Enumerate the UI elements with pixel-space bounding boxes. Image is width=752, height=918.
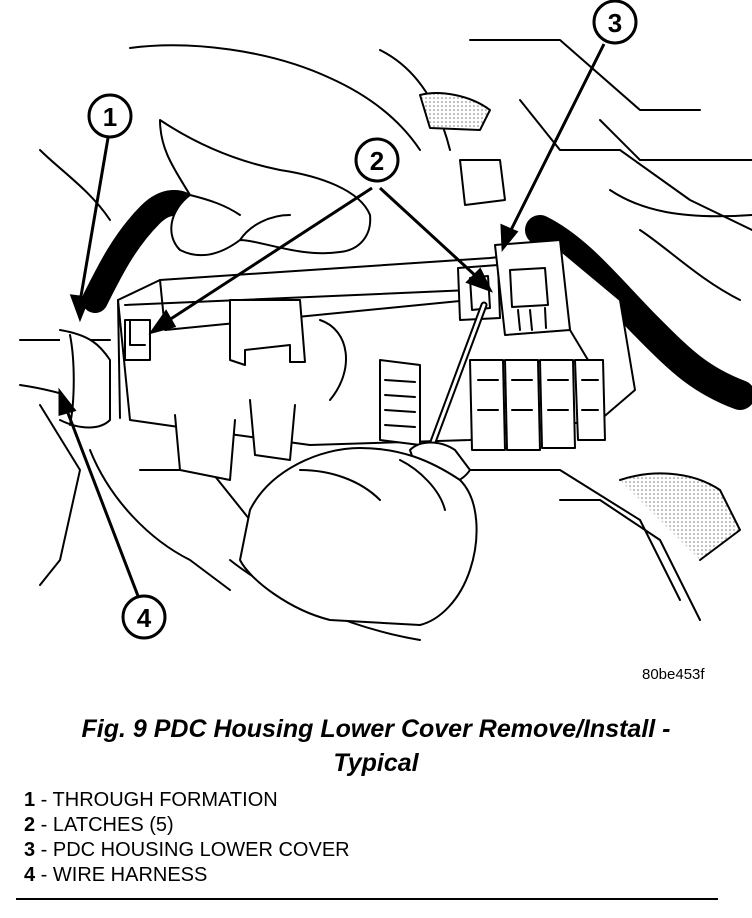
lower-hand xyxy=(240,448,477,625)
legend-item-number: 3 xyxy=(24,839,36,861)
bottom-rule xyxy=(16,898,718,900)
figure-caption xyxy=(0,712,752,780)
callout-2-number: 2 xyxy=(369,146,385,176)
legend-item xyxy=(24,788,350,813)
legend-item-number: 1 xyxy=(24,789,36,811)
leader-4 xyxy=(66,408,138,596)
caption-line-1: Fig. 9 PDC Housing Lower Cover Remove/Install - xyxy=(81,715,671,743)
legend-item-number: 4 xyxy=(24,864,36,886)
caption-line-2: Typical xyxy=(333,749,419,777)
figure-id: 80be453f xyxy=(642,666,705,683)
legend-item xyxy=(24,813,350,838)
legend-list xyxy=(24,788,350,888)
callout-4 xyxy=(123,596,165,638)
legend-item-text: - LATCHES (5) xyxy=(35,814,174,836)
legend-item xyxy=(24,838,350,863)
callout-3 xyxy=(594,1,636,43)
legend-item-text: - PDC HOUSING LOWER COVER xyxy=(35,839,350,861)
callout-2 xyxy=(356,139,398,181)
legend-item xyxy=(24,863,350,888)
callout-1-number: 1 xyxy=(102,102,118,132)
callout-1 xyxy=(89,95,131,137)
legend-item-text: - WIRE HARNESS xyxy=(35,864,208,886)
leader-1-arrowhead xyxy=(72,296,88,318)
callout-3-number: 3 xyxy=(607,8,623,38)
callout-4-number: 4 xyxy=(136,603,152,633)
upper-hand xyxy=(160,120,370,255)
leader-3 xyxy=(510,44,604,232)
pdc-housing-body xyxy=(118,240,635,480)
legend-item-text: - THROUGH FORMATION xyxy=(35,789,278,811)
legend-item-number: 2 xyxy=(24,814,36,836)
